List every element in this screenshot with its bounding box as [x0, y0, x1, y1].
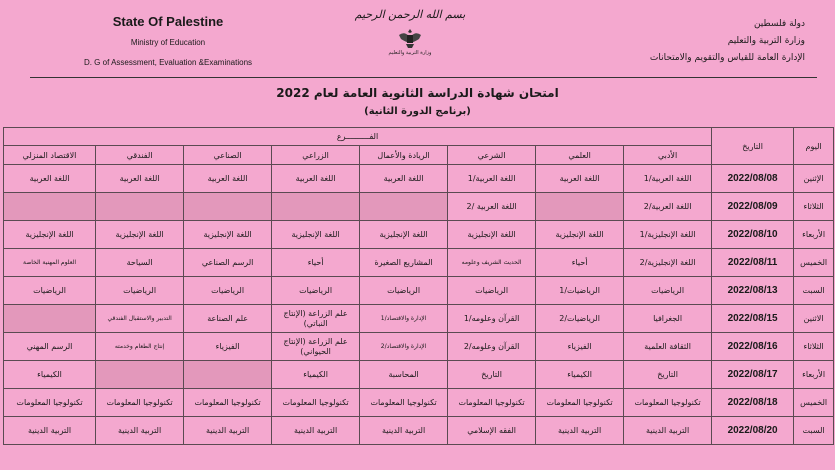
subject-cell: الرياضيات: [4, 277, 96, 305]
subject-cell: تكنولوجيا المعلومات: [448, 389, 536, 417]
state-name-en: State Of Palestine: [112, 14, 224, 29]
date-cell: 2022/08/13: [712, 277, 794, 305]
date-cell: 2022/08/18: [712, 389, 794, 417]
center-letterhead: [300, 8, 520, 56]
subject-cell: اللغة العربية: [96, 165, 184, 193]
date-cell: 2022/08/20: [712, 417, 794, 445]
subject-cell: التاريخ: [624, 361, 712, 389]
ministry-name-ar: وزارة التربية والتعليم: [727, 36, 805, 46]
subject-cell: اللغة العربية: [4, 165, 96, 193]
subject-cell: اللغة الإنجليزية: [96, 221, 184, 249]
subject-cell: أحياء: [536, 249, 624, 277]
day-cell: الثلاثاء: [794, 333, 834, 361]
empty-subject-cell: [96, 361, 184, 389]
empty-subject-cell: [4, 193, 96, 221]
subject-cell: اللغة الإنجليزية: [272, 221, 360, 249]
subject-cell: اللغة العربية: [272, 165, 360, 193]
subject-cell: اللغة الإنجليزية/1: [624, 221, 712, 249]
day-cell: الثلاثاء: [794, 193, 834, 221]
schedule-row: [4, 193, 834, 221]
branch-header: الاقتصاد المنزلي: [4, 146, 96, 165]
empty-subject-cell: [536, 193, 624, 221]
subject-cell: تكنولوجيا المعلومات: [624, 389, 712, 417]
subject-cell: إنتاج الطعام وخدمته: [96, 333, 184, 361]
subject-cell: التربية الدينية: [96, 417, 184, 445]
subject-cell: الرياضيات/1: [536, 277, 624, 305]
schedule-row: [4, 277, 834, 305]
empty-subject-cell: [184, 193, 272, 221]
date-column-header: التاريخ: [712, 128, 794, 165]
day-cell: السبت: [794, 277, 834, 305]
palestine-eagle-emblem-icon: [397, 27, 423, 49]
subject-cell: العلوم المهنية الخاصة: [4, 249, 96, 277]
subject-cell: علم الزراعة (الإنتاج الحيواني): [272, 333, 360, 361]
empty-subject-cell: [272, 193, 360, 221]
day-column-header: اليوم: [794, 128, 834, 165]
subject-cell: التربية الدينية: [272, 417, 360, 445]
branch-header: الصناعي: [184, 146, 272, 165]
subject-cell: الكيمياء: [536, 361, 624, 389]
english-letterhead: [38, 14, 298, 67]
subject-cell: اللغة العربية: [184, 165, 272, 193]
subject-cell: علم الزراعة (الإنتاج النباتي): [272, 305, 360, 333]
schedule-row: [4, 221, 834, 249]
subject-cell: اللغة الإنجليزية: [184, 221, 272, 249]
branch-header: العلمي: [536, 146, 624, 165]
subject-cell: المحاسبة: [360, 361, 448, 389]
arabic-letterhead: [575, 16, 805, 67]
subject-cell: التربية الدينية: [624, 417, 712, 445]
schedule-row: [4, 305, 834, 333]
schedule-row: [4, 249, 834, 277]
date-cell: 2022/08/17: [712, 361, 794, 389]
subject-cell: تكنولوجيا المعلومات: [536, 389, 624, 417]
branch-header: الريادة والأعمال: [360, 146, 448, 165]
schedule-row: [4, 389, 834, 417]
date-cell: 2022/08/10: [712, 221, 794, 249]
header-divider: [30, 77, 817, 78]
subject-cell: تكنولوجيا المعلومات: [184, 389, 272, 417]
schedule-row: [4, 361, 834, 389]
subject-cell: أحياء: [272, 249, 360, 277]
subject-cell: تكنولوجيا المعلومات: [96, 389, 184, 417]
day-cell: الاثنين: [794, 305, 834, 333]
date-cell: 2022/08/11: [712, 249, 794, 277]
date-cell: 2022/08/15: [712, 305, 794, 333]
day-cell: الخميس: [794, 249, 834, 277]
subject-cell: الكيمياء: [272, 361, 360, 389]
subject-cell: اللغة الإنجليزية: [448, 221, 536, 249]
subject-cell: اللغة العربية/2: [624, 193, 712, 221]
branch-group-header: الفــــــــــرع: [4, 128, 712, 146]
subject-cell: التربية الدينية: [536, 417, 624, 445]
subject-cell: تكنولوجيا المعلومات: [272, 389, 360, 417]
subject-cell: اللغة العربية/1: [624, 165, 712, 193]
exam-schedule-table: [3, 127, 834, 445]
schedule-row: [4, 333, 834, 361]
exam-subtitle: (برنامج الدورة الثانية): [364, 106, 471, 117]
subject-cell: التاريخ: [448, 361, 536, 389]
subject-cell: الحديث الشريف وعلومه: [448, 249, 536, 277]
subject-cell: الرياضيات: [96, 277, 184, 305]
state-name-ar: دولة فلسطين: [753, 19, 805, 29]
subject-cell: التدبير والاستقبال الفندقي: [96, 305, 184, 333]
subject-cell: تكنولوجيا المعلومات: [360, 389, 448, 417]
branch-header: الفندقي: [96, 146, 184, 165]
subject-cell: الفقه الإسلامي: [448, 417, 536, 445]
subject-cell: اللغة الإنجليزية: [360, 221, 448, 249]
subject-cell: القرآن وعلومه/1: [448, 305, 536, 333]
subject-cell: علم الصناعة: [184, 305, 272, 333]
directorate-name-ar: الإدارة العامة للقياس والتقويم والامتحانات: [649, 53, 805, 63]
subject-cell: تكنولوجيا المعلومات: [4, 389, 96, 417]
subject-cell: السياحة: [96, 249, 184, 277]
branch-header: الزراعي: [272, 146, 360, 165]
subject-cell: الرسم المهني: [4, 333, 96, 361]
subject-cell: الرياضيات: [448, 277, 536, 305]
subject-cell: اللغة العربية/1: [448, 165, 536, 193]
subject-cell: اللغة العربية: [536, 165, 624, 193]
subject-cell: الإدارة والاقتصاد/2: [360, 333, 448, 361]
subject-cell: الجغرافيا: [624, 305, 712, 333]
date-cell: 2022/08/08: [712, 165, 794, 193]
basmala: بسم الله الرحمن الرحيم: [354, 8, 466, 21]
subject-cell: اللغة الإنجليزية: [4, 221, 96, 249]
subject-cell: الرياضيات/2: [536, 305, 624, 333]
ministry-name-en: Ministry of Education: [130, 38, 206, 47]
subject-cell: الرياضيات: [272, 277, 360, 305]
subject-cell: المشاريع الصغيرة: [360, 249, 448, 277]
subject-cell: الرياضيات: [360, 277, 448, 305]
subject-cell: الإدارة والاقتصاد/1: [360, 305, 448, 333]
subject-cell: اللغة العربية: [360, 165, 448, 193]
empty-subject-cell: [4, 305, 96, 333]
empty-subject-cell: [184, 361, 272, 389]
schedule-row: [4, 417, 834, 445]
day-cell: الأربعاء: [794, 221, 834, 249]
empty-subject-cell: [360, 193, 448, 221]
subject-cell: التربية الدينية: [360, 417, 448, 445]
subject-cell: اللغة الإنجليزية/2: [624, 249, 712, 277]
subject-cell: الفيزياء: [536, 333, 624, 361]
exam-title: امتحان شهادة الدراسة الثانوية العامة لعام 2022: [276, 86, 559, 100]
subject-cell: التربية الدينية: [184, 417, 272, 445]
subject-cell: القرآن وعلومه/2: [448, 333, 536, 361]
subject-cell: التربية الدينية: [4, 417, 96, 445]
subject-cell: الثقافة العلمية: [624, 333, 712, 361]
subject-cell: الرياضيات: [184, 277, 272, 305]
document-header: [0, 0, 835, 80]
subject-cell: الرياضيات: [624, 277, 712, 305]
date-cell: 2022/08/09: [712, 193, 794, 221]
subject-cell: اللغة الإنجليزية: [536, 221, 624, 249]
day-cell: الخميس: [794, 389, 834, 417]
subject-cell: الرسم الصناعي: [184, 249, 272, 277]
emblem-caption: وزارة التربية والتعليم: [388, 50, 432, 56]
day-cell: السبت: [794, 417, 834, 445]
directorate-name-en: D. G of Assessment, Evaluation &Examinations: [83, 58, 253, 67]
schedule-row: [4, 165, 834, 193]
empty-subject-cell: [96, 193, 184, 221]
subject-cell: الفيزياء: [184, 333, 272, 361]
day-cell: الأربعاء: [794, 361, 834, 389]
subject-cell: اللغة العربية /2: [448, 193, 536, 221]
day-cell: الإثنين: [794, 165, 834, 193]
date-cell: 2022/08/16: [712, 333, 794, 361]
branch-header: الشرعي: [448, 146, 536, 165]
subject-cell: الكيمياء: [4, 361, 96, 389]
branch-header: الأدبي: [624, 146, 712, 165]
